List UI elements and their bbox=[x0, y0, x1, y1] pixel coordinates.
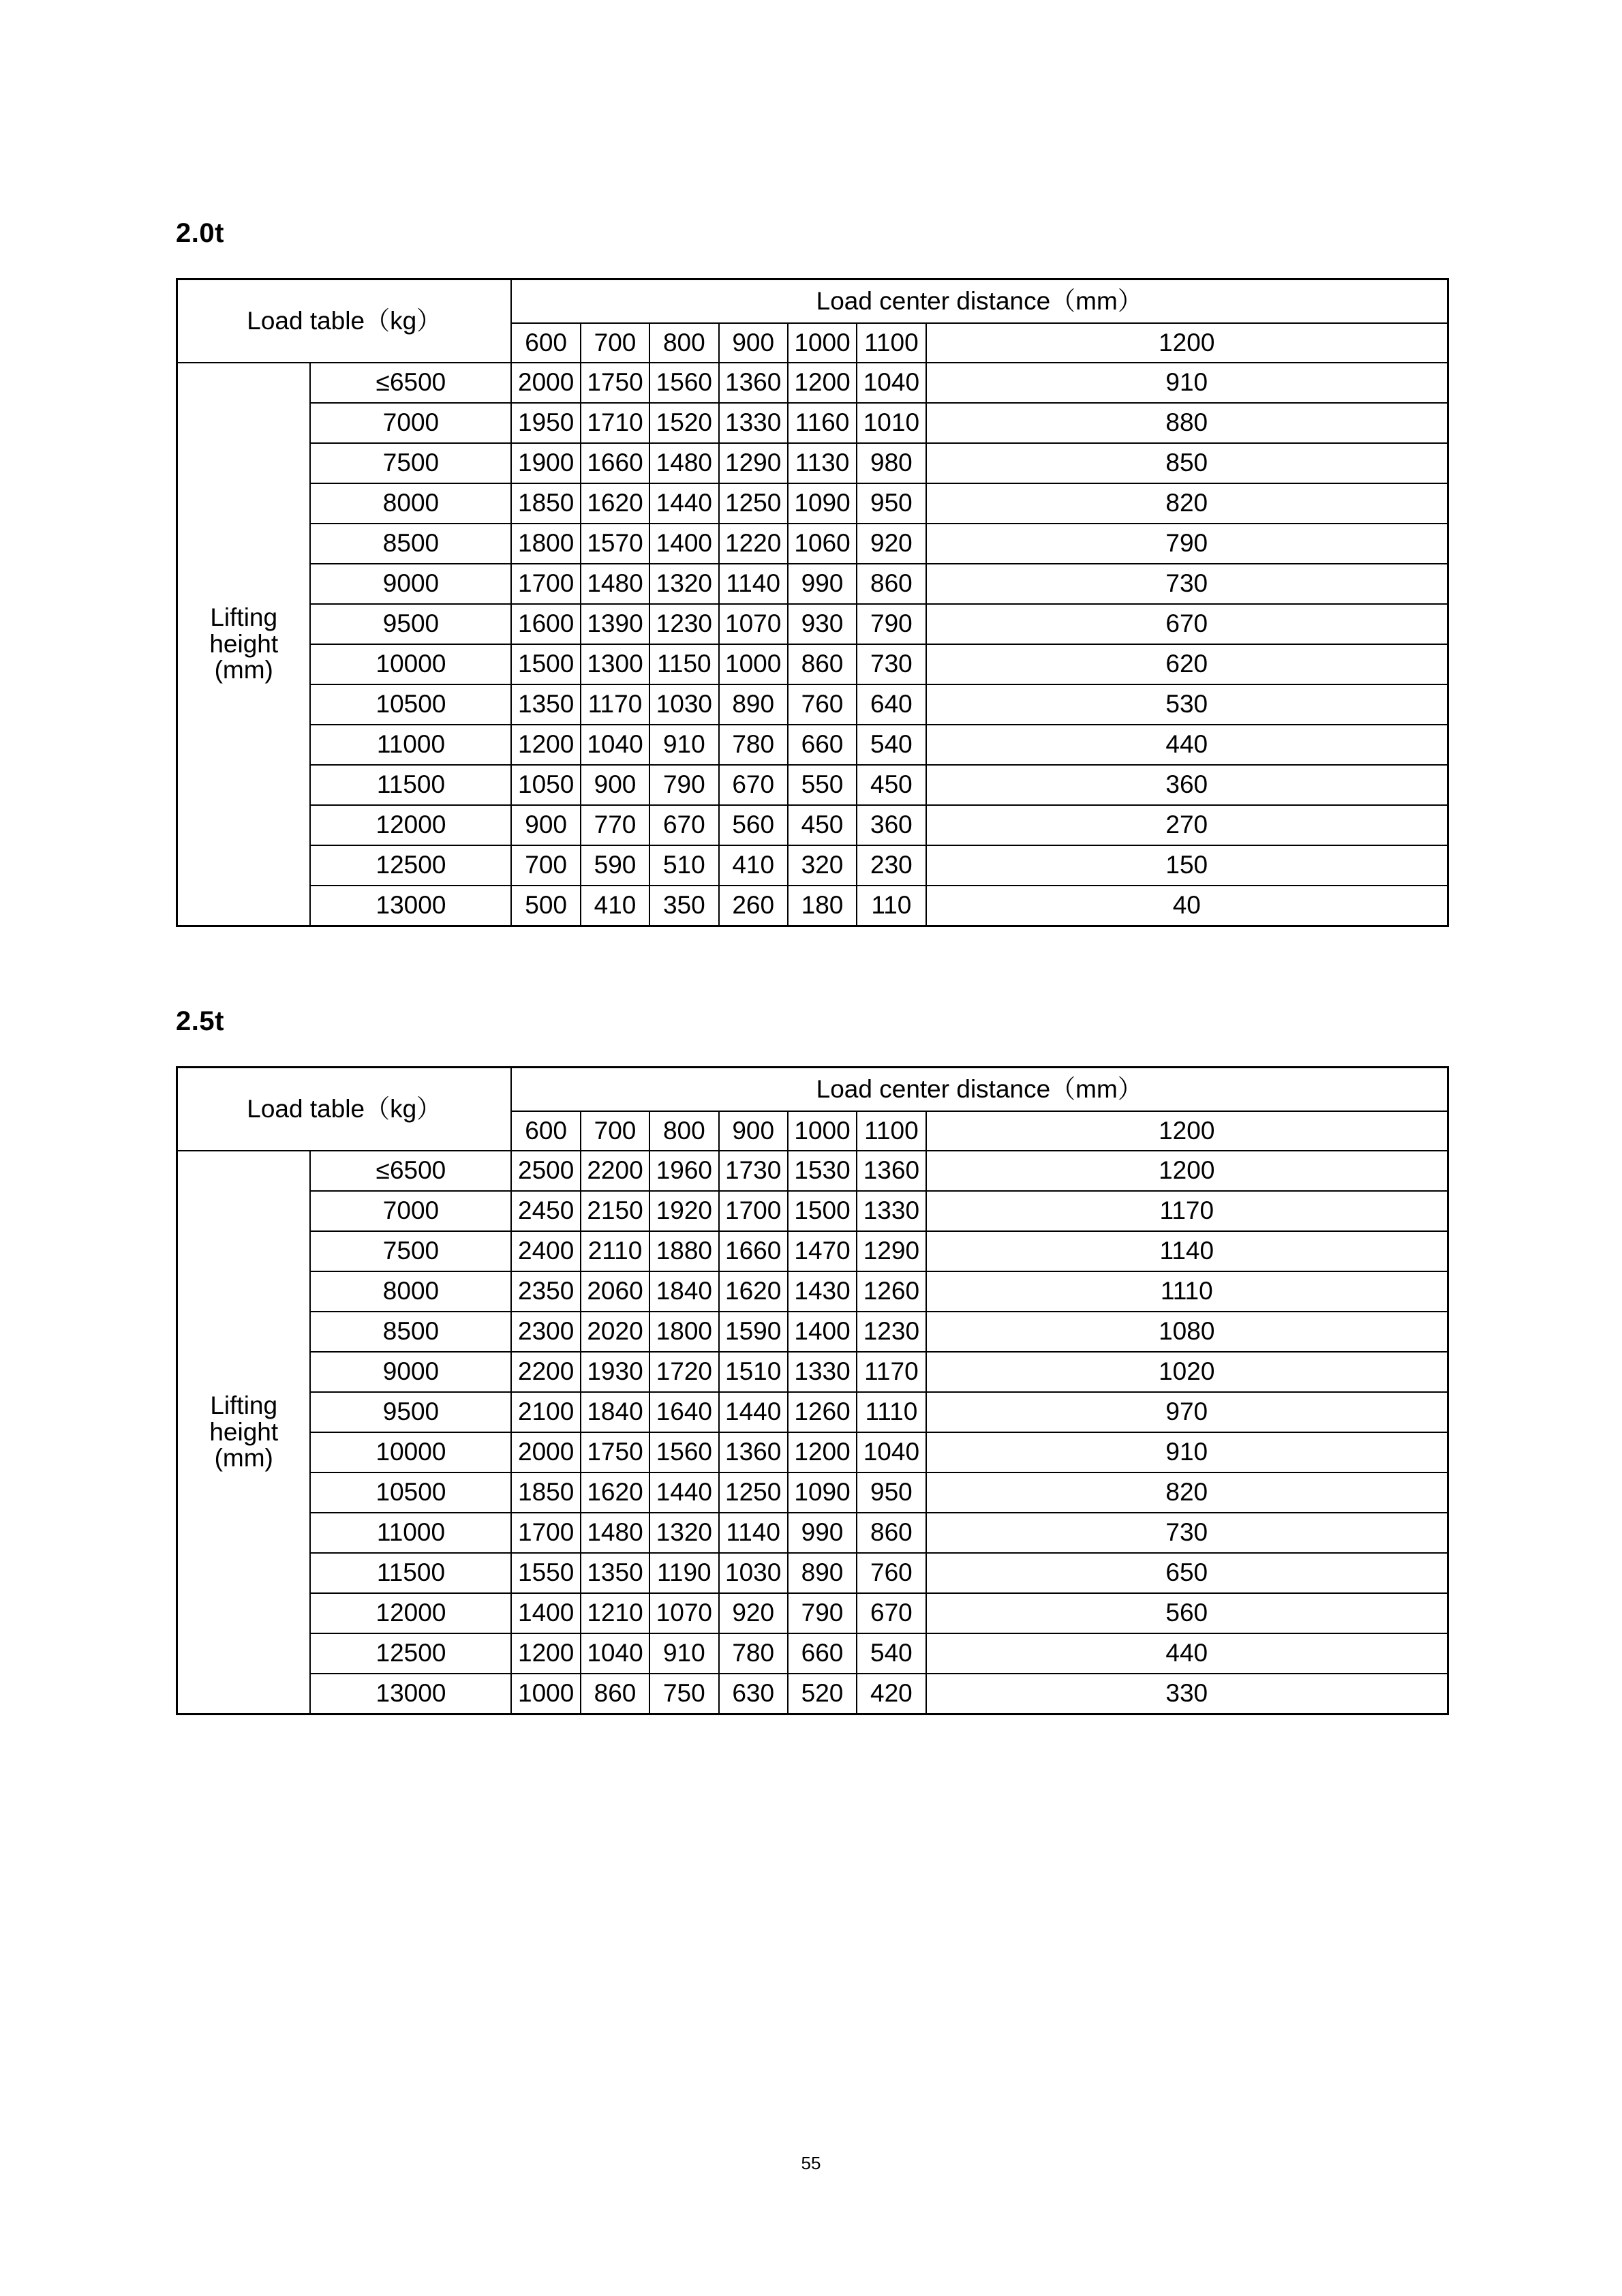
load-value: 1200 bbox=[511, 1633, 580, 1674]
load-table-header: Load table（kg） bbox=[177, 280, 512, 363]
distance-column-header: 900 bbox=[719, 1111, 788, 1151]
load-value: 890 bbox=[719, 684, 788, 725]
table-row bbox=[177, 524, 1448, 564]
lifting-height-axis-label bbox=[177, 363, 311, 926]
load-value: 1750 bbox=[581, 363, 649, 403]
lifting-height-line: Lifting bbox=[210, 603, 278, 631]
lifting-height-value: ≤6500 bbox=[310, 1151, 511, 1191]
load-value: 1510 bbox=[719, 1352, 788, 1392]
header-row-primary bbox=[177, 1068, 1448, 1112]
load-value: 500 bbox=[511, 886, 580, 926]
lifting-height-value: 9000 bbox=[310, 564, 511, 604]
table-row bbox=[177, 1432, 1448, 1472]
lifting-height-value: 10000 bbox=[310, 1432, 511, 1472]
load-value: 1190 bbox=[649, 1553, 718, 1593]
load-capacity-table bbox=[176, 278, 1449, 927]
load-value: 1200 bbox=[926, 1151, 1448, 1191]
load-value: 1330 bbox=[788, 1352, 857, 1392]
load-value: 2450 bbox=[511, 1191, 580, 1231]
load-value: 560 bbox=[926, 1593, 1448, 1633]
load-value: 950 bbox=[857, 483, 925, 524]
load-value: 780 bbox=[719, 1633, 788, 1674]
load-value: 760 bbox=[857, 1553, 925, 1593]
load-value: 920 bbox=[857, 524, 925, 564]
load-value: 1500 bbox=[788, 1191, 857, 1231]
load-value: 1250 bbox=[719, 483, 788, 524]
lifting-height-value: 7500 bbox=[310, 443, 511, 483]
load-value: 1600 bbox=[511, 604, 580, 644]
load-value: 850 bbox=[926, 443, 1448, 483]
load-value: 950 bbox=[857, 1472, 925, 1513]
load-value: 630 bbox=[719, 1674, 788, 1715]
load-value: 1320 bbox=[649, 1513, 718, 1553]
table-row bbox=[177, 604, 1448, 644]
distance-column-header: 1200 bbox=[926, 1111, 1448, 1151]
load-value: 1350 bbox=[581, 1553, 649, 1593]
lifting-height-value: 13000 bbox=[310, 886, 511, 926]
load-value: 540 bbox=[857, 725, 925, 765]
load-value: 2400 bbox=[511, 1231, 580, 1271]
load-value: 1150 bbox=[649, 644, 718, 684]
lifting-height-value: 9500 bbox=[310, 1392, 511, 1432]
load-value: 1110 bbox=[926, 1271, 1448, 1312]
table-row bbox=[177, 1352, 1448, 1392]
load-value: 2350 bbox=[511, 1271, 580, 1312]
load-value: 1350 bbox=[511, 684, 580, 725]
load-value: 1730 bbox=[719, 1151, 788, 1191]
load-value: 1110 bbox=[857, 1392, 925, 1432]
load-value: 440 bbox=[926, 1633, 1448, 1674]
load-value: 1140 bbox=[926, 1231, 1448, 1271]
distance-column-header: 600 bbox=[511, 323, 580, 363]
load-value: 560 bbox=[719, 805, 788, 845]
lifting-height-value: 11000 bbox=[310, 1513, 511, 1553]
load-value: 1430 bbox=[788, 1271, 857, 1312]
load-value: 920 bbox=[719, 1593, 788, 1633]
load-value: 1400 bbox=[649, 524, 718, 564]
load-value: 1070 bbox=[719, 604, 788, 644]
lifting-height-value: 9500 bbox=[310, 604, 511, 644]
distance-column-header: 900 bbox=[719, 323, 788, 363]
load-value: 440 bbox=[926, 725, 1448, 765]
lifting-height-line: height bbox=[209, 629, 279, 658]
table-row bbox=[177, 1312, 1448, 1352]
load-value: 860 bbox=[857, 564, 925, 604]
lifting-height-value: ≤6500 bbox=[310, 363, 511, 403]
lifting-height-axis-label bbox=[177, 1151, 311, 1715]
lifting-height-value: 12500 bbox=[310, 1633, 511, 1674]
load-value: 730 bbox=[857, 644, 925, 684]
load-value: 1500 bbox=[511, 644, 580, 684]
lifting-height-value: 11500 bbox=[310, 1553, 511, 1593]
load-value: 1300 bbox=[581, 644, 649, 684]
load-value: 970 bbox=[926, 1392, 1448, 1432]
load-value: 910 bbox=[926, 363, 1448, 403]
lifting-height-value: 13000 bbox=[310, 1674, 511, 1715]
load-value: 2000 bbox=[511, 363, 580, 403]
load-value: 540 bbox=[857, 1633, 925, 1674]
load-value: 1200 bbox=[788, 1432, 857, 1472]
load-value: 980 bbox=[857, 443, 925, 483]
load-value: 790 bbox=[926, 524, 1448, 564]
lifting-height-line: (mm) bbox=[214, 1444, 273, 1472]
load-center-distance-header: Load center distance（mm） bbox=[511, 280, 1448, 324]
load-value: 1440 bbox=[649, 1472, 718, 1513]
lifting-height-value: 11000 bbox=[310, 725, 511, 765]
load-value: 1480 bbox=[581, 1513, 649, 1553]
load-value: 110 bbox=[857, 886, 925, 926]
load-value: 1130 bbox=[788, 443, 857, 483]
lifting-height-value: 8500 bbox=[310, 1312, 511, 1352]
load-value: 860 bbox=[788, 644, 857, 684]
load-value: 1080 bbox=[926, 1312, 1448, 1352]
load-value: 1390 bbox=[581, 604, 649, 644]
load-value: 1700 bbox=[511, 1513, 580, 1553]
lifting-height-value: 12000 bbox=[310, 805, 511, 845]
load-value: 700 bbox=[511, 845, 580, 886]
load-value: 1040 bbox=[857, 1432, 925, 1472]
lifting-height-value: 10000 bbox=[310, 644, 511, 684]
load-value: 1560 bbox=[649, 1432, 718, 1472]
lifting-height-value: 8000 bbox=[310, 1271, 511, 1312]
load-value: 1850 bbox=[511, 483, 580, 524]
load-value: 790 bbox=[788, 1593, 857, 1633]
lifting-height-value: 11500 bbox=[310, 765, 511, 805]
load-value: 1570 bbox=[581, 524, 649, 564]
load-value: 1960 bbox=[649, 1151, 718, 1191]
load-value: 1010 bbox=[857, 403, 925, 443]
load-value: 670 bbox=[719, 765, 788, 805]
load-value: 1750 bbox=[581, 1432, 649, 1472]
header-row-primary bbox=[177, 280, 1448, 324]
distance-column-header: 800 bbox=[649, 1111, 718, 1151]
load-value: 1040 bbox=[857, 363, 925, 403]
load-value: 2200 bbox=[511, 1352, 580, 1392]
load-value: 1000 bbox=[719, 644, 788, 684]
lifting-height-value: 8500 bbox=[310, 524, 511, 564]
load-value: 510 bbox=[649, 845, 718, 886]
load-table-header: Load table（kg） bbox=[177, 1068, 512, 1151]
load-value: 1660 bbox=[581, 443, 649, 483]
capacity-section-2-0t bbox=[176, 220, 1449, 927]
load-value: 1710 bbox=[581, 403, 649, 443]
load-value: 270 bbox=[926, 805, 1448, 845]
load-value: 1050 bbox=[511, 765, 580, 805]
load-value: 1170 bbox=[857, 1352, 925, 1392]
load-value: 730 bbox=[926, 564, 1448, 604]
lifting-height-value: 9000 bbox=[310, 1352, 511, 1392]
load-value: 820 bbox=[926, 483, 1448, 524]
load-value: 1330 bbox=[719, 403, 788, 443]
load-value: 1040 bbox=[581, 725, 649, 765]
load-value: 1330 bbox=[857, 1191, 925, 1231]
load-value: 410 bbox=[719, 845, 788, 886]
load-value: 1560 bbox=[649, 363, 718, 403]
table-row bbox=[177, 805, 1448, 845]
table-row bbox=[177, 1513, 1448, 1553]
load-value: 2200 bbox=[581, 1151, 649, 1191]
table-row bbox=[177, 886, 1448, 926]
table-row bbox=[177, 443, 1448, 483]
load-value: 1210 bbox=[581, 1593, 649, 1633]
load-value: 1260 bbox=[857, 1271, 925, 1312]
load-value: 360 bbox=[926, 765, 1448, 805]
load-value: 1620 bbox=[719, 1271, 788, 1312]
load-value: 420 bbox=[857, 1674, 925, 1715]
load-value: 860 bbox=[581, 1674, 649, 1715]
load-value: 1550 bbox=[511, 1553, 580, 1593]
load-value: 1290 bbox=[857, 1231, 925, 1271]
table-row bbox=[177, 1553, 1448, 1593]
table-row bbox=[177, 363, 1448, 403]
load-value: 450 bbox=[788, 805, 857, 845]
load-value: 820 bbox=[926, 1472, 1448, 1513]
load-value: 260 bbox=[719, 886, 788, 926]
load-value: 760 bbox=[788, 684, 857, 725]
load-value: 150 bbox=[926, 845, 1448, 886]
load-value: 750 bbox=[649, 1674, 718, 1715]
load-value: 1360 bbox=[719, 363, 788, 403]
table-row bbox=[177, 644, 1448, 684]
load-value: 1160 bbox=[788, 403, 857, 443]
load-value: 1020 bbox=[926, 1352, 1448, 1392]
load-value: 330 bbox=[926, 1674, 1448, 1715]
load-value: 1250 bbox=[719, 1472, 788, 1513]
load-value: 1200 bbox=[511, 725, 580, 765]
load-value: 640 bbox=[857, 684, 925, 725]
load-value: 1530 bbox=[788, 1151, 857, 1191]
load-value: 1260 bbox=[788, 1392, 857, 1432]
load-value: 1230 bbox=[649, 604, 718, 644]
load-value: 1850 bbox=[511, 1472, 580, 1513]
load-value: 1090 bbox=[788, 483, 857, 524]
load-value: 1030 bbox=[719, 1553, 788, 1593]
load-value: 1800 bbox=[649, 1312, 718, 1352]
load-value: 1170 bbox=[581, 684, 649, 725]
lifting-height-value: 10500 bbox=[310, 684, 511, 725]
table-row bbox=[177, 1674, 1448, 1715]
lifting-height-value: 10500 bbox=[310, 1472, 511, 1513]
table-row bbox=[177, 1271, 1448, 1312]
load-value: 670 bbox=[926, 604, 1448, 644]
load-value: 1140 bbox=[719, 564, 788, 604]
distance-column-header: 700 bbox=[581, 323, 649, 363]
load-value: 2000 bbox=[511, 1432, 580, 1472]
load-value: 1590 bbox=[719, 1312, 788, 1352]
distance-column-header: 1100 bbox=[857, 323, 925, 363]
load-value: 2500 bbox=[511, 1151, 580, 1191]
load-value: 670 bbox=[649, 805, 718, 845]
distance-column-header: 600 bbox=[511, 1111, 580, 1151]
table-row bbox=[177, 1472, 1448, 1513]
load-value: 1000 bbox=[511, 1674, 580, 1715]
load-value: 40 bbox=[926, 886, 1448, 926]
distance-column-header: 800 bbox=[649, 323, 718, 363]
page-number: 55 bbox=[801, 2153, 821, 2173]
table-row bbox=[177, 1593, 1448, 1633]
load-value: 1090 bbox=[788, 1472, 857, 1513]
distance-column-header: 1200 bbox=[926, 323, 1448, 363]
load-value: 660 bbox=[788, 725, 857, 765]
load-value: 2110 bbox=[581, 1231, 649, 1271]
load-value: 650 bbox=[926, 1553, 1448, 1593]
load-value: 1480 bbox=[581, 564, 649, 604]
load-value: 1040 bbox=[581, 1633, 649, 1674]
load-value: 1720 bbox=[649, 1352, 718, 1392]
load-value: 1400 bbox=[788, 1312, 857, 1352]
load-value: 1170 bbox=[926, 1191, 1448, 1231]
load-value: 180 bbox=[788, 886, 857, 926]
load-value: 880 bbox=[926, 403, 1448, 443]
lifting-height-line: Lifting bbox=[210, 1391, 278, 1419]
load-value: 1440 bbox=[719, 1392, 788, 1432]
load-value: 790 bbox=[857, 604, 925, 644]
table-header bbox=[177, 280, 1448, 363]
load-value: 1480 bbox=[649, 443, 718, 483]
load-value: 930 bbox=[788, 604, 857, 644]
load-value: 620 bbox=[926, 644, 1448, 684]
distance-column-header: 1000 bbox=[788, 323, 857, 363]
load-value: 2060 bbox=[581, 1271, 649, 1312]
load-value: 1440 bbox=[649, 483, 718, 524]
load-value: 530 bbox=[926, 684, 1448, 725]
load-value: 1620 bbox=[581, 1472, 649, 1513]
load-value: 910 bbox=[926, 1432, 1448, 1472]
table-row bbox=[177, 1231, 1448, 1271]
table-row bbox=[177, 1151, 1448, 1191]
load-value: 910 bbox=[649, 725, 718, 765]
load-value: 1620 bbox=[581, 483, 649, 524]
lifting-height-value: 12500 bbox=[310, 845, 511, 886]
lifting-height-value: 12000 bbox=[310, 1593, 511, 1633]
lifting-height-value: 7000 bbox=[310, 403, 511, 443]
load-value: 410 bbox=[581, 886, 649, 926]
table-row bbox=[177, 1633, 1448, 1674]
table-row bbox=[177, 725, 1448, 765]
table-row bbox=[177, 1392, 1448, 1432]
load-value: 1920 bbox=[649, 1191, 718, 1231]
load-value: 1930 bbox=[581, 1352, 649, 1392]
table-row bbox=[177, 403, 1448, 443]
lifting-height-value: 7000 bbox=[310, 1191, 511, 1231]
capacity-section-2-5t bbox=[176, 1008, 1449, 1715]
load-value: 350 bbox=[649, 886, 718, 926]
load-value: 1950 bbox=[511, 403, 580, 443]
load-value: 230 bbox=[857, 845, 925, 886]
load-value: 1880 bbox=[649, 1231, 718, 1271]
load-value: 2020 bbox=[581, 1312, 649, 1352]
load-value: 790 bbox=[649, 765, 718, 805]
load-value: 1520 bbox=[649, 403, 718, 443]
load-value: 1840 bbox=[581, 1392, 649, 1432]
table-row bbox=[177, 483, 1448, 524]
load-value: 1140 bbox=[719, 1513, 788, 1553]
load-value: 780 bbox=[719, 725, 788, 765]
tonnage-label: 2.0t bbox=[176, 218, 224, 248]
load-value: 2150 bbox=[581, 1191, 649, 1231]
load-value: 860 bbox=[857, 1513, 925, 1553]
load-value: 910 bbox=[649, 1633, 718, 1674]
load-capacity-table bbox=[176, 1066, 1449, 1715]
load-value: 1400 bbox=[511, 1593, 580, 1633]
table-header bbox=[177, 1068, 1448, 1151]
load-value: 450 bbox=[857, 765, 925, 805]
load-value: 1640 bbox=[649, 1392, 718, 1432]
load-value: 1060 bbox=[788, 524, 857, 564]
distance-column-header: 1100 bbox=[857, 1111, 925, 1151]
load-value: 360 bbox=[857, 805, 925, 845]
table-row bbox=[177, 1191, 1448, 1231]
load-value: 1200 bbox=[788, 363, 857, 403]
load-value: 1700 bbox=[511, 564, 580, 604]
load-value: 2300 bbox=[511, 1312, 580, 1352]
table-body bbox=[177, 363, 1448, 926]
load-value: 1360 bbox=[857, 1151, 925, 1191]
tonnage-label: 2.5t bbox=[176, 1006, 224, 1036]
load-value: 730 bbox=[926, 1513, 1448, 1553]
load-value: 1470 bbox=[788, 1231, 857, 1271]
load-value: 1230 bbox=[857, 1312, 925, 1352]
load-value: 1030 bbox=[649, 684, 718, 725]
table-row bbox=[177, 845, 1448, 886]
distance-column-header: 1000 bbox=[788, 1111, 857, 1151]
load-value: 900 bbox=[581, 765, 649, 805]
load-value: 1840 bbox=[649, 1271, 718, 1312]
table-row bbox=[177, 684, 1448, 725]
lifting-height-line: (mm) bbox=[214, 656, 273, 684]
load-value: 990 bbox=[788, 564, 857, 604]
load-value: 890 bbox=[788, 1553, 857, 1593]
load-value: 590 bbox=[581, 845, 649, 886]
load-value: 770 bbox=[581, 805, 649, 845]
load-value: 670 bbox=[857, 1593, 925, 1633]
load-value: 900 bbox=[511, 805, 580, 845]
distance-column-header: 700 bbox=[581, 1111, 649, 1151]
load-value: 1360 bbox=[719, 1432, 788, 1472]
load-value: 2100 bbox=[511, 1392, 580, 1432]
lifting-height-value: 7500 bbox=[310, 1231, 511, 1271]
load-value: 990 bbox=[788, 1513, 857, 1553]
table-row bbox=[177, 564, 1448, 604]
load-center-distance-header: Load center distance（mm） bbox=[511, 1068, 1448, 1112]
lifting-height-line: height bbox=[209, 1417, 279, 1446]
load-value: 1900 bbox=[511, 443, 580, 483]
load-value: 1220 bbox=[719, 524, 788, 564]
load-value: 520 bbox=[788, 1674, 857, 1715]
table-row bbox=[177, 765, 1448, 805]
load-value: 1070 bbox=[649, 1593, 718, 1633]
load-value: 1700 bbox=[719, 1191, 788, 1231]
load-value: 320 bbox=[788, 845, 857, 886]
load-value: 1660 bbox=[719, 1231, 788, 1271]
lifting-height-value: 8000 bbox=[310, 483, 511, 524]
load-value: 1320 bbox=[649, 564, 718, 604]
load-value: 550 bbox=[788, 765, 857, 805]
load-value: 660 bbox=[788, 1633, 857, 1674]
load-value: 1800 bbox=[511, 524, 580, 564]
table-body bbox=[177, 1151, 1448, 1715]
load-value: 1290 bbox=[719, 443, 788, 483]
